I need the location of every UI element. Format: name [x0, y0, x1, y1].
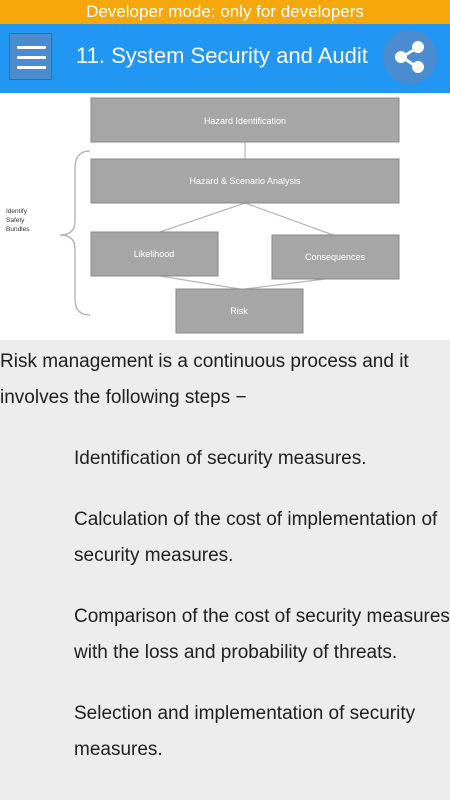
list-item: Selection and implementation of security measures.: [74, 703, 416, 760]
list-item: Calculation of the cost of implementation of security measures.: [74, 509, 438, 566]
diagram-canvas: [0, 93, 450, 340]
grouping-bracket: [60, 151, 90, 315]
hamburger-menu-icon[interactable]: [9, 33, 52, 80]
developer-mode-banner: Developer mode: only for developers: [0, 0, 450, 24]
list-item: Comparison of the cost of security measures with the loss and probability of threats.: [74, 606, 450, 663]
side-label-line-2: Safety: [6, 217, 25, 224]
side-label-line-1: Identify: [6, 208, 27, 215]
side-label-line-3: Bundles: [6, 226, 30, 233]
share-button[interactable]: [383, 30, 437, 84]
box-hazard-scenario-analysis-label: Hazard & Scenario Analysis: [189, 176, 301, 186]
app-bar: [0, 24, 450, 93]
connector-line: [160, 276, 240, 289]
risk-management-diagram: [0, 93, 450, 340]
page-title: 11. System Security and Audit: [76, 43, 368, 68]
box-likelihood-label: Likelihood: [133, 249, 175, 259]
connector-line: [160, 203, 245, 232]
steps-list: [0, 441, 450, 768]
box-consequences-label: Consequences: [304, 252, 366, 262]
box-risk-label: Risk: [230, 306, 248, 316]
connector-line: [245, 278, 333, 289]
share-icon: [383, 30, 437, 84]
list-item: Identification of security measures.: [74, 448, 367, 469]
article-content: [0, 340, 450, 768]
intro-paragraph: Risk management is a continuous process and it involves the following steps −: [0, 351, 409, 408]
connector-line: [245, 203, 333, 235]
box-hazard-identification-label: Hazard Identification: [203, 116, 287, 126]
